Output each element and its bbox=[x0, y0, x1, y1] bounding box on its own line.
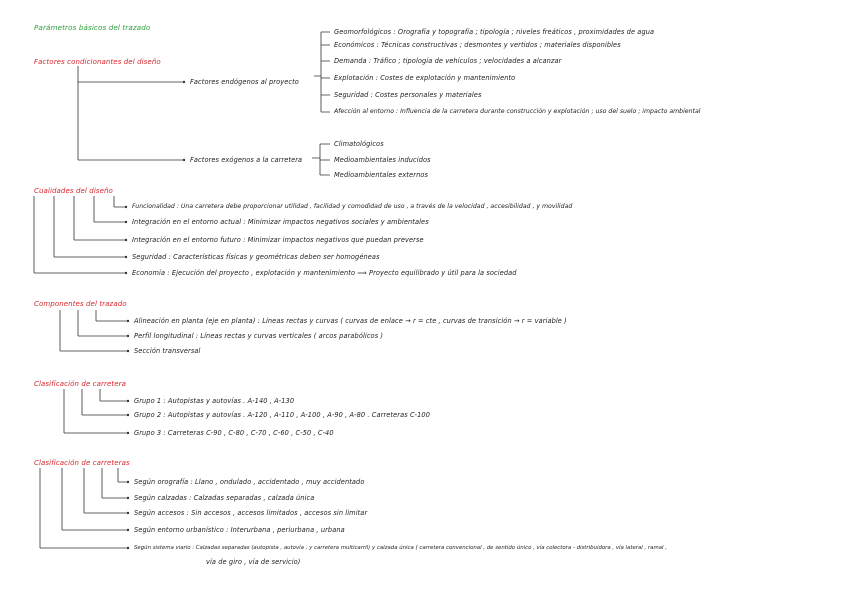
tree-line-componentes bbox=[60, 310, 128, 351]
clasificacion-1-item: Grupo 1 : Autopistas y autovías . A-140 , A-130 bbox=[134, 397, 295, 405]
endogenos-item: Geomorfológicos : Orografía y topografía ; tipología ; niveles freáticos , proximidades de agua bbox=[334, 28, 655, 36]
cualidades-item: Economía : Ejecución del proyecto , explotación y mantenimiento ⟹ Proyecto equilibrado y útil para la sociedad bbox=[132, 269, 517, 277]
cualidades-item: Integración en el entorno futuro : Minimizar impactos negativos que puedan preverse bbox=[132, 236, 424, 244]
cualidades-item: Seguridad : Características físicas y geométricas deben ser homogéneas bbox=[132, 253, 380, 261]
clasificacion-1-item: Grupo 3 : Carreteras C-90 , C-80 , C-70 , C-60 , C-50 , C-40 bbox=[134, 429, 334, 437]
componentes-item: Alineación en planta (eje en planta) : Líneas rectas y curvas ( curvas de enlace → r = cte , curvas de transición → r = variable ) bbox=[134, 317, 567, 325]
clasificacion-2-item: Según calzadas : Calzadas separadas , calzada única bbox=[134, 494, 315, 502]
endogenos-item: Explotación : Costes de explotación y mantenimiento bbox=[334, 74, 516, 82]
tree-line-factores bbox=[78, 66, 184, 160]
clasificacion-2-item: Según accesos : Sin accesos , accesos limitados , accesos sin limitar bbox=[134, 509, 368, 517]
tree-line-cualidades bbox=[34, 196, 126, 273]
clasificacion-2-item: Según entorno urbanístico : Interurbana , periurbana , urbana bbox=[134, 526, 345, 534]
page-title: Parámetros básicos del trazado bbox=[34, 23, 151, 32]
componentes-item: Perfil longitudinal : Líneas rectas y curvas verticales ( arcos parabólicos ) bbox=[134, 332, 384, 340]
section-heading-componentes: Componentes del trazado bbox=[34, 300, 127, 308]
cualidades-item: Funcionalidad : Una carretera debe proporcionar utilidad , facilidad y comodidad de uso , a través de la velocidad , accesibilidad , y movilidad bbox=[132, 203, 573, 210]
clasificacion-2-item: Según orografía : Llano , ondulado , accidentado , muy accidentado bbox=[134, 478, 365, 486]
clasificacion-2-item: Según sistema viario : Calzadas separadas (autopista , autovía , y carretera multicarril) y calzada única ( carretera convencional , de sentido único , vía colectora - distribuidora , vía lateral , ramal , bbox=[134, 545, 667, 551]
cualidades-item: Integración en el entorno actual : Minimizar impactos negativos sociales y ambientales bbox=[132, 218, 429, 226]
tree-line-clasificacion-1 bbox=[64, 389, 128, 433]
brace-endogenos bbox=[314, 32, 330, 112]
label-endogenos: Factores endógenos al proyecto bbox=[190, 78, 299, 86]
label-exogenos: Factores exógenos a la carretera bbox=[190, 156, 303, 164]
section-heading-clasificacion-2: Clasificación de carreteras bbox=[34, 459, 130, 467]
section-heading-clasificacion-1: Clasificación de carretera bbox=[34, 380, 126, 388]
endogenos-item: Seguridad : Costes personales y materiales bbox=[334, 91, 482, 99]
section-heading-factores: Factores condicionantes del diseño bbox=[34, 58, 161, 66]
endogenos-item: Afección al entorno : Influencia de la carretera durante construcción y explotación ; uso del suelo ; impacto ambiental bbox=[334, 108, 701, 115]
brace-exogenos bbox=[312, 144, 330, 175]
endogenos-item: Demanda : Tráfico ; tipología de vehículos ; velocidades a alcanzar bbox=[334, 57, 562, 65]
exogenos-item: Climatológicos bbox=[334, 140, 384, 148]
clasificacion-2-continuation: vía de giro , vía de servicio) bbox=[206, 558, 301, 566]
exogenos-item: Medioambientales inducidos bbox=[334, 156, 431, 164]
clasificacion-1-item: Grupo 2 : Autopistas y autovías . A-120 , A-110 , A-100 , A-90 , A-80 . Carreteras C-100 bbox=[134, 411, 431, 419]
exogenos-item: Medioambientales externos bbox=[334, 171, 429, 179]
componentes-item: Sección transversal bbox=[134, 347, 201, 355]
section-heading-cualidades: Cualidades del diseño bbox=[34, 187, 113, 195]
tree-line-clasificacion-2 bbox=[40, 468, 128, 548]
endogenos-item: Económicos : Técnicas constructivas ; desmontes y vertidos ; materiales disponibles bbox=[334, 41, 621, 49]
